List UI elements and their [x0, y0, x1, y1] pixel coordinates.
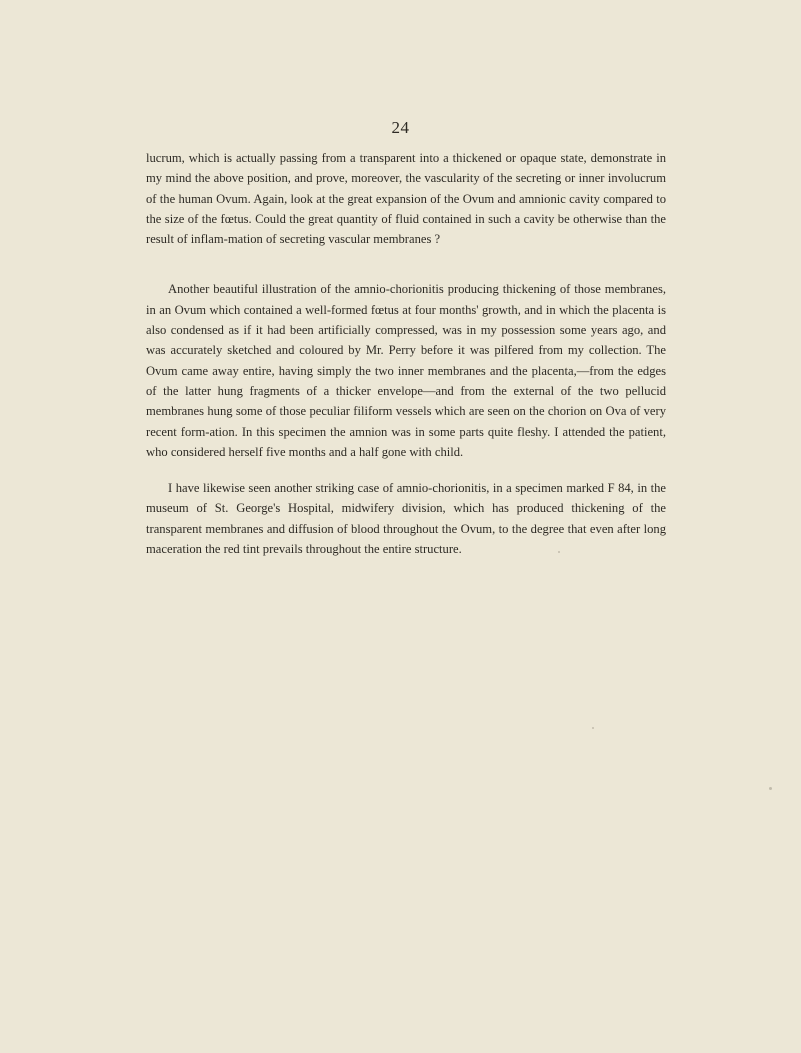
paragraph-2: Another beautiful illustration of the amnio-chorionitis producing thickening of those membranes, in an Ovum which contained a well-formed fœtus at four months' growth, and in which the placenta is also condensed as if it had been artificially compressed, was in my possession some years ago, and was accurately sketched and coloured by Mr. Perry before it was pilfered from my collection. The Ovum came away entire, having simply the two inner membranes and the placenta,—from the edges of the latter hung fragments of a thicker envelope—and from the external of the two pellucid membranes hung some of those peculiar filiform vessels which are seen on the chorion on Ova of very recent form-ation. In this specimen the amnion was in some parts quite fleshy. I attended the patient, who considered herself five months and a half gone with child. — [146, 282, 666, 459]
paper-speck — [592, 727, 594, 729]
paper-speck — [461, 292, 463, 294]
paper-speck — [558, 551, 560, 553]
page-number: 24 — [391, 118, 410, 137]
body-text — [146, 148, 666, 559]
paper-speck — [769, 787, 772, 790]
paragraph-1: lucrum, which is actually passing from a transparent into a thickened or opaque state, demonstrate in my mind the above position, and prove, moreover, the vascularity of the secreting or inner involucrum of the human Ovum. Again, look at the great expansion of the Ovum and amnionic cavity compared to the size of the fœtus. Could the great quantity of fluid contained in such a cavity be otherwise than the result of inflam-mation of secreting vascular membranes ? — [146, 151, 666, 247]
paragraph-3: I have likewise seen another striking case of amnio-chorionitis, in a specimen marked F 84, in the museum of St. George's Hospital, midwifery division, which has produced thickening of the transparent membranes and diffusion of blood throughout the Ovum, to the degree that even after long maceration the red tint prevails throughout the entire structure. — [146, 481, 666, 557]
